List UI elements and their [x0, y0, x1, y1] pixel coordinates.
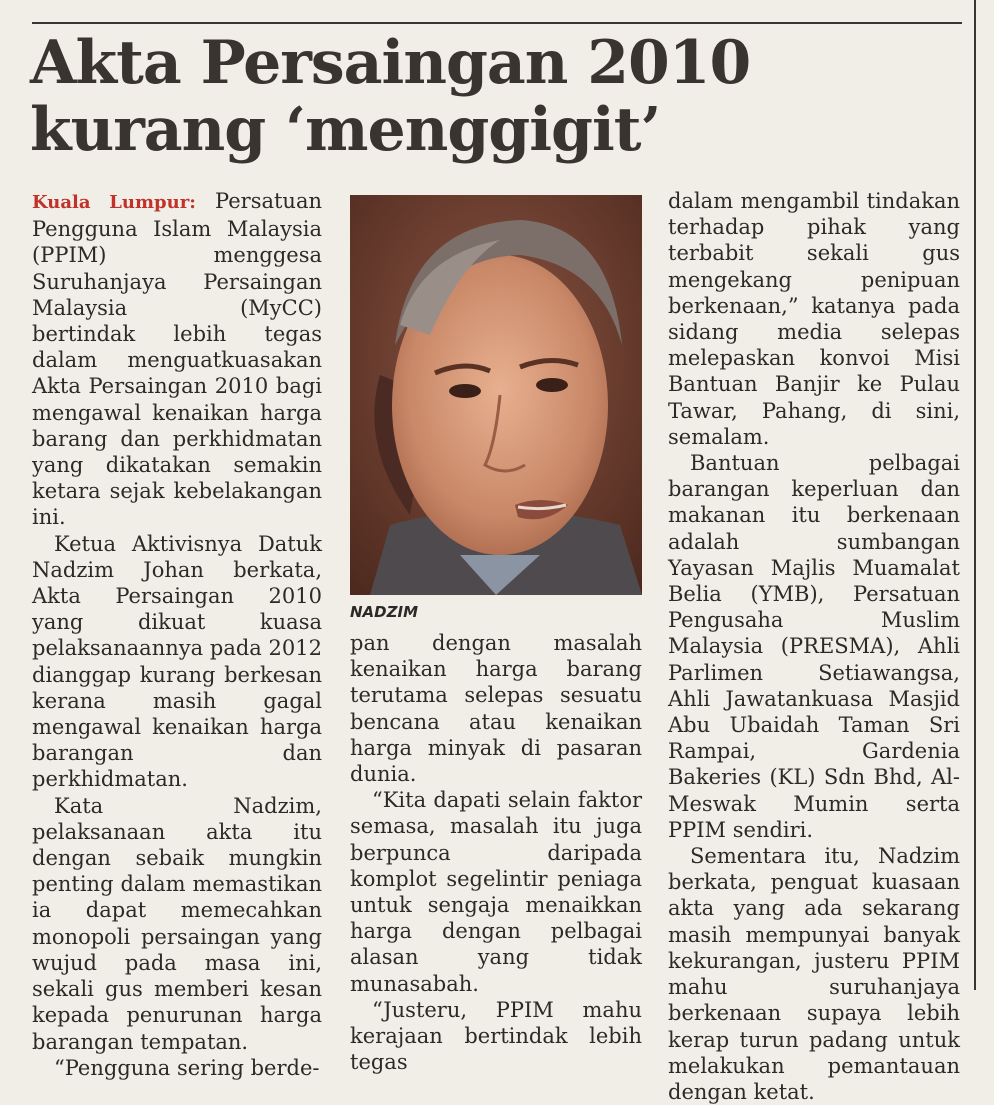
paragraph-4-continued: pan dengan masalah kenaikan harga barang terutama selepas sesuatu bencana atau kenaikan harga minyak di pasaran dunia. — [350, 631, 642, 787]
lead-paragraph — [32, 188, 322, 531]
headline — [30, 30, 950, 164]
paragraph-5: “Kita dapati selain faktor semasa, masalah itu juga berpunca daripada komplot segelintir peniaga untuk sengaja menaikkan harga dengan pelbagai alasan yang tidak munasabah. — [350, 788, 642, 996]
column-2 — [350, 630, 642, 1075]
paragraph-6-start: “Justeru, PPIM mahu kerajaan bertindak lebih tegas — [350, 997, 642, 1075]
column-rule — [974, 0, 976, 990]
portrait-photo — [350, 195, 642, 595]
paragraph-8: Sementara itu, Nadzim berkata, penguat kuasaan akta yang ada sekarang masih mempunyai banyak kekurangan, justeru PPIM mahu suruhanjaya berkenaan supaya lebih kerap turun padang untuk melakukan pemantauan dengan ketat. — [668, 844, 960, 1104]
column-3 — [668, 188, 960, 1105]
headline-line-2: kurang ‘menggigit’ — [30, 95, 661, 165]
paragraph-2: Ketua Aktivisnya Datuk Nadzim Johan berkata, Akta Persaingan 2010 yang dikuat kuasa pelaksanaannya pada 2012 dianggap kurang berkesan kerana masih gagal mengawal kenaikan harga barangan dan perkhidmatan. — [32, 531, 322, 792]
paragraph-6-continued: dalam mengambil tindakan terhadap pihak yang terbabit sekali gus mengekang penipuan berkenaan,” katanya pada sidang media selepas melepaskan konvoi Misi Bantuan Banjir ke Pulau Tawar, Pahang, di sini, semalam. — [668, 189, 960, 449]
paragraph-7: Bantuan pelbagai barangan keperluan dan makanan itu berkenaan adalah sumbangan Yayasan Majlis Muamalat Belia (YMB), Persatuan Pengusaha Muslim Malaysia (PRESMA), Ahli Parlimen Setiawangsa, Ahli Jawatankuasa Masjid Abu Ubaidah Taman Sri Rampai, Gardenia Bakeries (KL) Sdn Bhd, Al-Meswak Mumin serta PPIM sendiri. — [668, 451, 960, 842]
portrait-image — [350, 195, 642, 595]
headline-line-1: Akta Persaingan 2010 — [30, 28, 751, 98]
paragraph-4-start: “Pengguna sering berde- — [54, 1055, 320, 1080]
photo-caption: NADZIM — [350, 603, 418, 621]
paragraph-3: Kata Nadzim, pelaksanaan akta itu dengan sebaik mungkin penting dalam memastikan ia dapat memecahkan monopoli persaingan yang wujud pada masa ini, sekali gus memberi kesan kepada penurunan harga barangan tempatan. — [32, 793, 322, 1054]
column-1 — [32, 188, 322, 1081]
top-rule — [32, 22, 962, 24]
dateline: Kuala Lumpur: — [32, 192, 196, 213]
paragraph-1-text: Persatuan Pengguna Islam Malaysia (PPIM) menggesa Suruhanjaya Persaingan Malaysia (MyCC) bertindak lebih tegas dalam menguatkuasakan Akta Persaingan 2010 bagi mengawal kenaikan harga barang dan perkhidmatan yang dikatakan semakin ketara sejak kebelakangan ini. — [32, 189, 322, 530]
